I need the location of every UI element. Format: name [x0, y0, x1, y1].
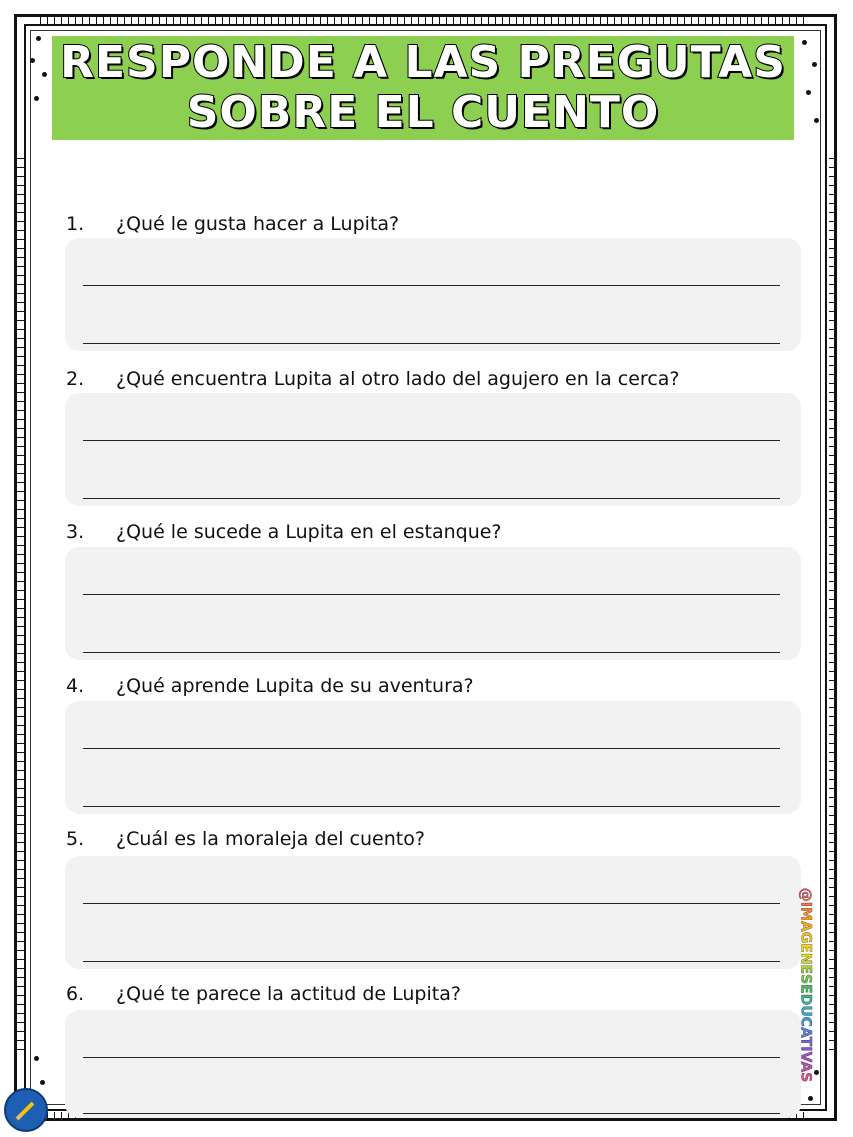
decor-dot: [808, 1096, 813, 1101]
watermark: [788, 880, 822, 1090]
answer-line: [83, 594, 780, 595]
decor-dot: [40, 1080, 45, 1085]
decor-dot: [814, 118, 819, 123]
answer-line: [83, 806, 780, 807]
border-ticks-left: [17, 150, 24, 1050]
question-text: ¿Cuál es la moraleja del cuento?: [116, 828, 425, 850]
answer-area-1[interactable]: [65, 238, 801, 351]
question-text: ¿Qué te parece la actitud de Lupita?: [116, 983, 461, 1005]
question-number: 2.: [66, 368, 85, 390]
border-ticks-top: [40, 17, 810, 25]
title-line-2: SOBRE EL CUENTO: [186, 87, 660, 138]
answer-area-2[interactable]: [65, 393, 801, 506]
answer-line: [83, 498, 780, 499]
answer-line: [83, 903, 780, 904]
border-ticks-right: [829, 150, 836, 1050]
answer-area-5[interactable]: [65, 856, 801, 969]
decor-dot: [34, 96, 39, 101]
question-number: 3.: [66, 521, 85, 543]
decor-dot: [30, 58, 35, 63]
answer-area-4[interactable]: [65, 701, 801, 814]
answer-line: [83, 285, 780, 286]
answer-line: [83, 440, 780, 441]
question-number: 6.: [66, 983, 85, 1005]
question-text: ¿Qué encuentra Lupita al otro lado del agujero en la cerca?: [116, 368, 680, 390]
question-number: 1.: [66, 213, 85, 235]
answer-line: [83, 652, 780, 653]
answer-line: [83, 1057, 780, 1058]
question-text: ¿Qué le gusta hacer a Lupita?: [116, 213, 400, 235]
logo-badge-icon: [4, 1088, 48, 1132]
answer-area-3[interactable]: [65, 547, 801, 660]
title-banner: [52, 36, 794, 140]
question-number: 4.: [66, 675, 85, 697]
answer-line: [83, 343, 780, 344]
decor-dot: [806, 90, 811, 95]
answer-line: [83, 961, 780, 962]
answer-area-6[interactable]: [65, 1010, 801, 1118]
question-text: ¿Qué aprende Lupita de su aventura?: [116, 675, 474, 697]
answer-line: [83, 1113, 780, 1114]
decor-dot: [36, 36, 41, 41]
answer-line: [83, 748, 780, 749]
decor-dot: [812, 62, 817, 67]
question-number: 5.: [66, 828, 85, 850]
decor-dot: [34, 1056, 39, 1061]
decor-dot: [42, 72, 47, 77]
decor-dot: [802, 40, 807, 45]
pencil-icon: [13, 1097, 39, 1123]
question-text: ¿Qué le sucede a Lupita en el estanque?: [116, 521, 502, 543]
title-line-1: RESPONDE A LAS PREGUTAS: [60, 37, 786, 88]
watermark-text: @IMAGENESEDUCATIVAS: [797, 887, 813, 1083]
